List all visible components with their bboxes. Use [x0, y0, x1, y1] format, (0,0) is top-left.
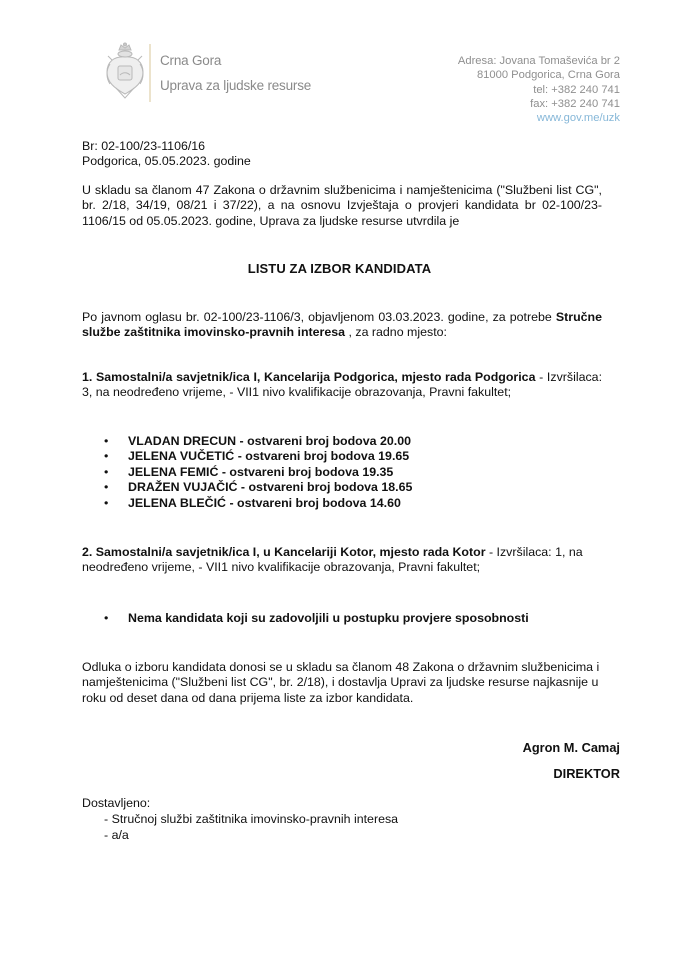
document-reference: [82, 139, 251, 170]
closing-paragraph: Odluka o izboru kandidata donosi se u skladu sa članom 48 Zakona o državnim službenicima i namještenicima ("Službeni list CG", br. 2/18), i dostavlja Upravi za ljudske resurse najkasnije u roku od deset dana od dana prijema liste za izbor kandidata.: [82, 660, 600, 705]
position-1: [82, 370, 602, 401]
document-title: LISTU ZA IZBOR KANDIDATA: [247, 261, 432, 276]
candidate-name: VLADAN DRECUN: [128, 434, 237, 448]
points-label: - ostvareni broj bodova: [218, 464, 363, 479]
no-candidate-list: [104, 611, 529, 626]
candidate-points: 19.65: [378, 449, 410, 464]
announcement-service: Stručne službe zaštitnika imovinsko-pravnih interesa: [82, 310, 602, 340]
header-divider: [149, 44, 151, 102]
announcement-prefix: Po javnom oglasu br. 02-100/23-1106/3, objavljenom 03.03.2023. godine, za potrebe: [82, 310, 556, 324]
candidate-item: [104, 496, 412, 511]
points-label: - ostvareni broj bodova: [226, 495, 370, 510]
org-country: Crna Gora: [160, 53, 222, 68]
position-2: [82, 545, 602, 576]
signer-name: Agron M. Camaj: [522, 740, 620, 755]
candidate-item: [104, 449, 412, 464]
candidate-name: JELENA VUČETIĆ: [128, 449, 235, 464]
position-2-details: - Izvršilaca: 1, na neodređeno vrijeme, - VII1 nivo kvalifikacije obrazovanja, Pravni fakultet;: [82, 545, 583, 575]
reference-number: Br: 02-100/23-1106/16: [82, 139, 206, 153]
place-date: Podgorica, 05.05.2023. godine: [82, 154, 251, 169]
candidate-name: JELENA FEMIĆ: [128, 464, 219, 479]
delivered-recipient: - a/a: [104, 828, 129, 842]
candidate-name: DRAŽEN VUJAČIĆ: [128, 480, 238, 495]
announcement-suffix: , za radno mjesto:: [345, 325, 447, 340]
contact-website-link[interactable]: www.gov.me/uzk: [536, 112, 620, 125]
points-label: - ostvareni broj bodova: [234, 449, 379, 464]
contact-block: [458, 54, 620, 125]
candidate-points: 20.00: [379, 434, 411, 448]
delivered-label: Dostavljeno:: [82, 796, 151, 810]
coat-of-arms-icon: [104, 42, 146, 100]
no-candidates-item: • Nema kandidata koji su zadovoljili u postupku provjere sposobnosti: [104, 611, 529, 626]
position-1-details: - Izvršilaca: 3, na neodređeno vrijeme, - VII1 nivo kvalifikacije obrazovanja, Pravni fakultet;: [82, 370, 603, 400]
candidate-item: [104, 480, 412, 495]
candidate-list: [104, 434, 412, 511]
candidate-item: [104, 434, 412, 449]
contact-tel: tel: +382 240 741: [533, 83, 620, 96]
announcement-paragraph: [82, 310, 602, 341]
candidate-item: [104, 465, 412, 480]
candidate-points: 18.65: [381, 480, 413, 495]
candidate-points: 19.35: [362, 464, 394, 479]
org-agency: Uprava za ljudske resurse: [160, 78, 312, 93]
candidate-name: JELENA BLEČIĆ: [128, 495, 226, 510]
intro-paragraph: U skladu sa članom 47 Zakona o državnim službenicima i namještenicima ("Službeni list CG", br. 2/18, 34/19, 08/21 i 37/22), a na osnovu Izvještaja o provjeri kandidata br 02-100/23-1106/15 od 05.05.2023. godine, Uprava za ljudske resurse utvrdila je: [82, 183, 602, 228]
contact-city: 81000 Podgorica, Crna Gora: [476, 69, 620, 82]
delivered-recipient: - Stručnoj službi zaštitnika imovinsko-pravnih interesa: [104, 812, 399, 826]
contact-fax: fax: +382 240 741: [530, 97, 620, 110]
org-name: [160, 48, 311, 98]
contact-address: Adresa: Jovana Tomaševića br 2: [457, 55, 620, 67]
candidate-points: 14.60: [369, 495, 401, 510]
points-label: - ostvareni broj bodova: [236, 434, 380, 448]
points-label: - ostvareni broj bodova: [237, 480, 382, 495]
position-2-heading: 2. Samostalni/a savjetnik/ica I, u Kancelariji Kotor, mjesto rada Kotor: [82, 545, 486, 559]
signer-title: DIREKTOR: [553, 766, 620, 781]
position-1-heading: 1. Samostalni/a savjetnik/ica I, Kancelarija Podgorica, mjesto rada Podgorica: [82, 370, 536, 384]
